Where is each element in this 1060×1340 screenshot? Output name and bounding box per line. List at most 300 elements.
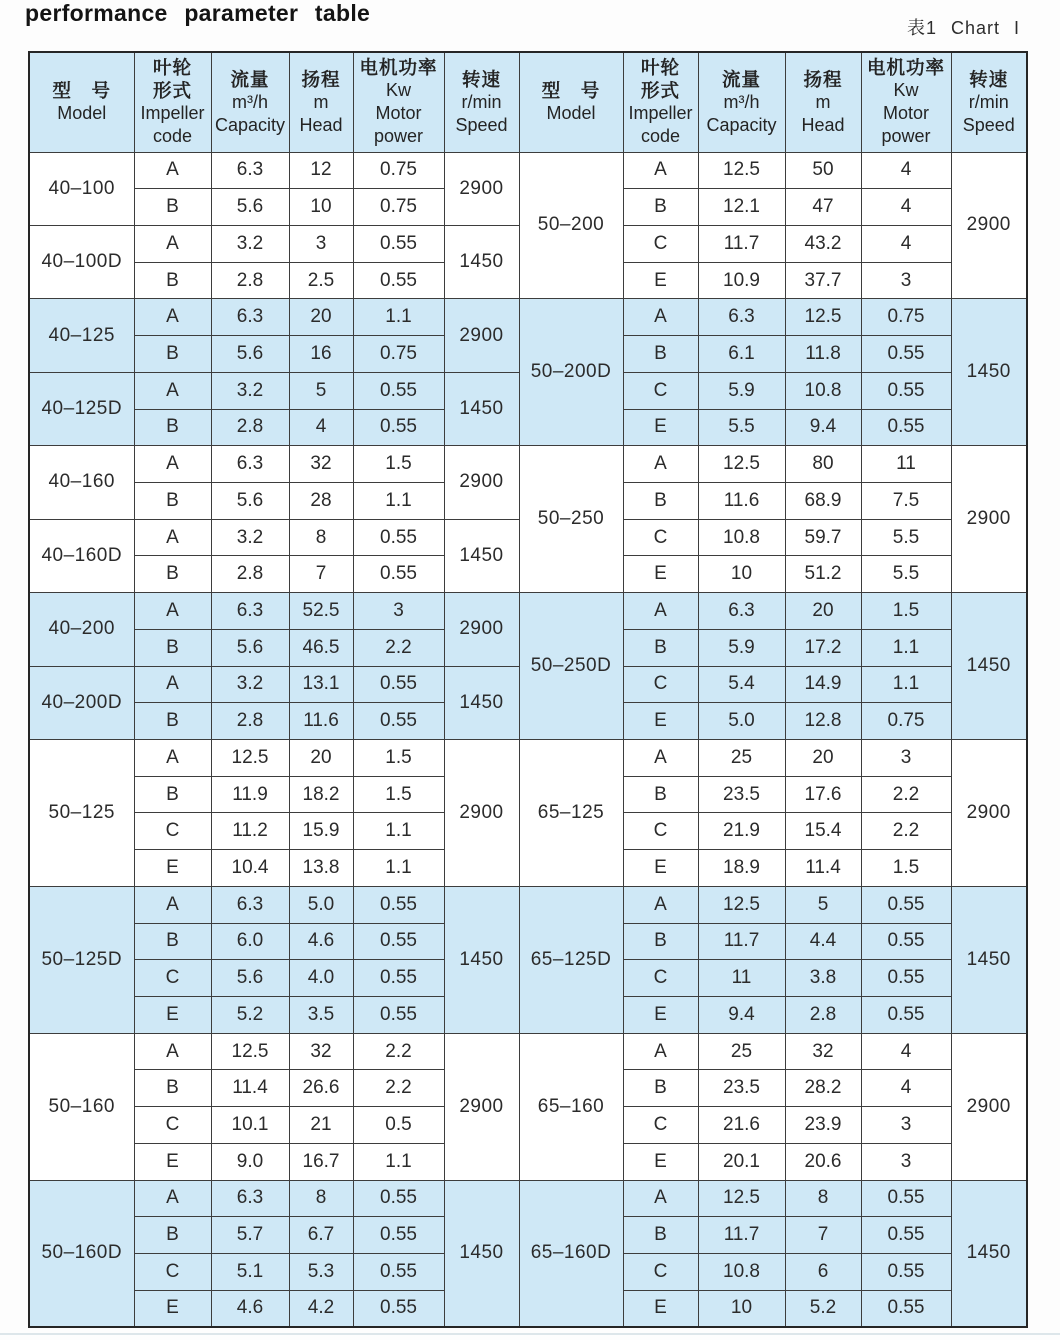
head-cell: 8: [785, 1180, 861, 1217]
speed-cell-right: 2900: [951, 1033, 1027, 1180]
header-capacity-unit: m³/h: [723, 91, 760, 112]
power-cell: 0.55: [861, 409, 951, 446]
capacity-cell: 5.5: [698, 409, 785, 446]
header-head-left: [289, 52, 353, 152]
power-cell: 0.55: [861, 997, 951, 1034]
power-cell: 3: [861, 262, 951, 299]
header-power-zh: 电机功率: [359, 57, 438, 79]
head-cell: 8: [289, 519, 353, 556]
header-capacity-en: Capacity: [706, 114, 777, 135]
table-row: [29, 299, 1027, 336]
head-cell: 12: [289, 152, 353, 189]
capacity-cell: 2.8: [211, 556, 289, 593]
capacity-cell: 12.5: [698, 152, 785, 189]
head-cell: 2.8: [785, 997, 861, 1034]
header-row: [29, 52, 1027, 152]
power-cell: 3: [353, 593, 444, 630]
speed-cell-right: 1450: [951, 593, 1027, 740]
capacity-cell: 5.4: [698, 666, 785, 703]
impeller-code-cell: A: [134, 740, 211, 777]
power-cell: 0.55: [353, 703, 444, 740]
impeller-code-cell: E: [623, 703, 698, 740]
impeller-code-cell: E: [623, 409, 698, 446]
power-cell: 0.55: [353, 409, 444, 446]
table-row: [29, 152, 1027, 189]
power-cell: 0.55: [353, 1217, 444, 1254]
table-row: [29, 446, 1027, 483]
impeller-code-cell: E: [623, 262, 698, 299]
impeller-code-cell: C: [623, 519, 698, 556]
power-cell: 0.55: [353, 1290, 444, 1327]
impeller-code-cell: C: [623, 372, 698, 409]
capacity-cell: 5.1: [211, 1254, 289, 1291]
power-cell: 0.75: [353, 189, 444, 226]
impeller-code-cell: B: [623, 629, 698, 666]
impeller-code-cell: B: [623, 1070, 698, 1107]
capacity-cell: 5.9: [698, 629, 785, 666]
power-cell: 0.55: [353, 519, 444, 556]
impeller-code-cell: E: [623, 997, 698, 1034]
speed-cell-right: 1450: [951, 886, 1027, 1033]
model-cell-right: 65–125: [519, 740, 623, 887]
performance-parameter-table: [28, 51, 1028, 1328]
capacity-cell: 6.3: [698, 593, 785, 630]
power-cell: 0.55: [353, 923, 444, 960]
power-cell: 0.55: [861, 886, 951, 923]
head-cell: 47: [785, 189, 861, 226]
head-cell: 6: [785, 1254, 861, 1291]
power-cell: 1.1: [353, 850, 444, 887]
head-cell: 20: [785, 740, 861, 777]
table-header: [29, 52, 1027, 152]
power-cell: 0.55: [861, 1290, 951, 1327]
power-cell: 1.1: [861, 629, 951, 666]
capacity-cell: 9.0: [211, 1143, 289, 1180]
capacity-cell: 12.5: [698, 1180, 785, 1217]
header-head-zh: 扬程: [301, 68, 341, 90]
head-cell: 10.8: [785, 372, 861, 409]
impeller-code-cell: B: [134, 629, 211, 666]
head-cell: 51.2: [785, 556, 861, 593]
power-cell: 7.5: [861, 482, 951, 519]
speed-cell-right: 2900: [951, 152, 1027, 299]
impeller-code-cell: A: [623, 593, 698, 630]
impeller-code-cell: A: [623, 446, 698, 483]
head-cell: 9.4: [785, 409, 861, 446]
table-row: [29, 740, 1027, 777]
capacity-cell: 5.7: [211, 1217, 289, 1254]
head-cell: 14.9: [785, 666, 861, 703]
header-impeller-zh1: 叶轮: [152, 57, 192, 79]
power-cell: 2.2: [353, 1033, 444, 1070]
head-cell: 3: [289, 225, 353, 262]
capacity-cell: 21.9: [698, 813, 785, 850]
capacity-cell: 5.6: [211, 629, 289, 666]
model-cell-left: 40–160: [29, 446, 134, 519]
speed-cell-left: 1450: [444, 519, 519, 592]
power-cell: 1.5: [861, 850, 951, 887]
capacity-cell: 10.8: [698, 519, 785, 556]
capacity-cell: 20.1: [698, 1143, 785, 1180]
head-cell: 17.6: [785, 776, 861, 813]
head-cell: 4.0: [289, 960, 353, 997]
header-power-right: [861, 52, 951, 152]
head-cell: 32: [785, 1033, 861, 1070]
capacity-cell: 10: [698, 1290, 785, 1327]
header-head-right: [785, 52, 861, 152]
header-model-zh: 型 号: [541, 80, 601, 102]
header-power-unit: Kw: [385, 80, 411, 101]
header-impeller-left: [134, 52, 211, 152]
header-head-en: Head: [801, 114, 845, 135]
head-cell: 5.2: [785, 1290, 861, 1327]
head-cell: 68.9: [785, 482, 861, 519]
impeller-code-cell: A: [623, 1033, 698, 1070]
impeller-code-cell: E: [134, 850, 211, 887]
head-cell: 26.6: [289, 1070, 353, 1107]
head-cell: 28.2: [785, 1070, 861, 1107]
power-cell: 0.55: [353, 666, 444, 703]
impeller-code-cell: C: [623, 960, 698, 997]
model-cell-left: 40–200D: [29, 666, 134, 739]
impeller-code-cell: E: [134, 1290, 211, 1327]
chart-number-label: 表1 Chart I: [906, 18, 1020, 38]
head-cell: 8: [289, 1180, 353, 1217]
capacity-cell: 2.8: [211, 409, 289, 446]
power-cell: 0.55: [861, 1217, 951, 1254]
head-cell: 13.8: [289, 850, 353, 887]
power-cell: 1.1: [353, 813, 444, 850]
impeller-code-cell: A: [134, 886, 211, 923]
impeller-code-cell: A: [623, 1180, 698, 1217]
capacity-cell: 2.8: [211, 262, 289, 299]
capacity-cell: 6.3: [698, 299, 785, 336]
impeller-code-cell: B: [134, 409, 211, 446]
head-cell: 5: [785, 886, 861, 923]
impeller-code-cell: B: [623, 189, 698, 226]
power-cell: 0.55: [861, 1180, 951, 1217]
capacity-cell: 10.4: [211, 850, 289, 887]
head-cell: 20.6: [785, 1143, 861, 1180]
impeller-code-cell: B: [134, 189, 211, 226]
table-body: [29, 152, 1027, 1327]
power-cell: 0.55: [353, 262, 444, 299]
power-cell: 0.55: [861, 336, 951, 373]
impeller-code-cell: B: [134, 923, 211, 960]
model-cell-right: 65–125D: [519, 886, 623, 1033]
power-cell: 0.75: [353, 336, 444, 373]
impeller-code-cell: A: [623, 740, 698, 777]
capacity-cell: 25: [698, 1033, 785, 1070]
table-row: [29, 1180, 1027, 1217]
speed-cell-right: 2900: [951, 446, 1027, 593]
header-impeller-zh2: 形式: [152, 80, 192, 102]
power-cell: 1.5: [353, 776, 444, 813]
header-speed-left: [444, 52, 519, 152]
table-row: [29, 1033, 1027, 1070]
header-capacity-left: [211, 52, 289, 152]
power-cell: 1.1: [353, 1143, 444, 1180]
head-cell: 11.6: [289, 703, 353, 740]
capacity-cell: 6.3: [211, 886, 289, 923]
power-cell: 11: [861, 446, 951, 483]
speed-cell-left: 1450: [444, 372, 519, 445]
head-cell: 10: [289, 189, 353, 226]
power-cell: 0.55: [353, 997, 444, 1034]
impeller-code-cell: A: [623, 299, 698, 336]
impeller-code-cell: E: [623, 556, 698, 593]
impeller-code-cell: B: [623, 923, 698, 960]
header-capacity-unit: m³/h: [232, 91, 268, 112]
impeller-code-cell: A: [134, 593, 211, 630]
header-power-en2: power: [881, 126, 931, 147]
model-cell-left: 50–125D: [29, 886, 134, 1033]
capacity-cell: 10.1: [211, 1107, 289, 1144]
capacity-cell: 5.2: [211, 997, 289, 1034]
header-power-unit: Kw: [893, 80, 919, 101]
head-cell: 3.5: [289, 997, 353, 1034]
impeller-code-cell: E: [623, 850, 698, 887]
header-model-right: [519, 52, 623, 152]
header-power-en1: Motor: [375, 103, 422, 124]
power-cell: 0.55: [353, 886, 444, 923]
impeller-code-cell: A: [134, 666, 211, 703]
header-impeller-zh2: 形式: [640, 80, 680, 102]
header-impeller-en1: Impeller: [140, 103, 205, 124]
header-impeller-en1: Impeller: [628, 103, 693, 124]
header-head-en: Head: [299, 114, 343, 135]
capacity-cell: 12.5: [698, 886, 785, 923]
power-cell: 1.1: [861, 666, 951, 703]
head-cell: 12.8: [785, 703, 861, 740]
head-cell: 20: [289, 740, 353, 777]
head-cell: 46.5: [289, 629, 353, 666]
head-cell: 5.3: [289, 1254, 353, 1291]
impeller-code-cell: A: [134, 225, 211, 262]
head-cell: 28: [289, 482, 353, 519]
impeller-code-cell: A: [134, 1033, 211, 1070]
model-cell-right: 65–160D: [519, 1180, 623, 1327]
header-power-en2: power: [373, 126, 424, 147]
power-cell: 0.55: [861, 960, 951, 997]
head-cell: 52.5: [289, 593, 353, 630]
head-cell: 7: [785, 1217, 861, 1254]
impeller-code-cell: E: [623, 1290, 698, 1327]
head-cell: 16.7: [289, 1143, 353, 1180]
impeller-code-cell: C: [623, 666, 698, 703]
capacity-cell: 4.6: [211, 1290, 289, 1327]
capacity-cell: 6.1: [698, 336, 785, 373]
header-model-left: [29, 52, 134, 152]
power-cell: 2.2: [861, 776, 951, 813]
speed-cell-left: 1450: [444, 886, 519, 1033]
speed-cell-right: 2900: [951, 740, 1027, 887]
capacity-cell: 12.1: [698, 189, 785, 226]
table-row: [29, 593, 1027, 630]
impeller-code-cell: C: [134, 813, 211, 850]
power-cell: 5.5: [861, 519, 951, 556]
speed-cell-left: 2900: [444, 593, 519, 666]
impeller-code-cell: E: [623, 1143, 698, 1180]
head-cell: 15.9: [289, 813, 353, 850]
header-speed-zh: 转速: [969, 68, 1009, 90]
head-cell: 15.4: [785, 813, 861, 850]
model-cell-left: 40–100: [29, 152, 134, 225]
impeller-code-cell: C: [623, 1107, 698, 1144]
model-cell-right: 50–200D: [519, 299, 623, 446]
capacity-cell: 21.6: [698, 1107, 785, 1144]
impeller-code-cell: C: [623, 813, 698, 850]
power-cell: 5.5: [861, 556, 951, 593]
power-cell: 0.55: [353, 1180, 444, 1217]
table-row: [29, 886, 1027, 923]
impeller-code-cell: B: [623, 1217, 698, 1254]
head-cell: 20: [289, 299, 353, 336]
capacity-cell: 12.5: [211, 1033, 289, 1070]
power-cell: 0.55: [353, 1254, 444, 1291]
model-cell-left: 50–160: [29, 1033, 134, 1180]
power-cell: 3: [861, 1107, 951, 1144]
capacity-cell: 11.2: [211, 813, 289, 850]
head-cell: 12.5: [785, 299, 861, 336]
model-cell-right: 50–200: [519, 152, 623, 299]
head-cell: 11.8: [785, 336, 861, 373]
impeller-code-cell: A: [134, 519, 211, 556]
power-cell: 1.5: [353, 446, 444, 483]
capacity-cell: 12.5: [211, 740, 289, 777]
power-cell: 0.75: [353, 152, 444, 189]
head-cell: 7: [289, 556, 353, 593]
impeller-code-cell: A: [134, 152, 211, 189]
capacity-cell: 18.9: [698, 850, 785, 887]
impeller-code-cell: B: [134, 1070, 211, 1107]
header-power-left: [353, 52, 444, 152]
capacity-cell: 11.7: [698, 1217, 785, 1254]
capacity-cell: 3.2: [211, 225, 289, 262]
header-impeller-zh1: 叶轮: [640, 57, 680, 79]
model-cell-right: 50–250: [519, 446, 623, 593]
model-cell-left: 40–100D: [29, 225, 134, 298]
impeller-code-cell: B: [134, 1217, 211, 1254]
head-cell: 3.8: [785, 960, 861, 997]
speed-cell-left: 2900: [444, 740, 519, 887]
head-cell: 4.6: [289, 923, 353, 960]
header-model-en: Model: [546, 103, 596, 124]
capacity-cell: 6.3: [211, 299, 289, 336]
head-cell: 23.9: [785, 1107, 861, 1144]
power-cell: 2.2: [861, 813, 951, 850]
head-cell: 32: [289, 1033, 353, 1070]
capacity-cell: 11.6: [698, 482, 785, 519]
capacity-cell: 5.9: [698, 372, 785, 409]
power-cell: 4: [861, 189, 951, 226]
capacity-cell: 5.6: [211, 189, 289, 226]
power-cell: 4: [861, 225, 951, 262]
impeller-code-cell: C: [134, 960, 211, 997]
head-cell: 5.0: [289, 886, 353, 923]
impeller-code-cell: B: [134, 336, 211, 373]
model-cell-left: 40–200: [29, 593, 134, 666]
speed-cell-right: 1450: [951, 1180, 1027, 1327]
capacity-cell: 12.5: [698, 446, 785, 483]
capacity-cell: 23.5: [698, 1070, 785, 1107]
header-capacity-right: [698, 52, 785, 152]
header-speed-en: Speed: [962, 114, 1015, 135]
header-head-unit: m: [815, 91, 831, 112]
head-cell: 4.2: [289, 1290, 353, 1327]
head-cell: 32: [289, 446, 353, 483]
capacity-cell: 6.3: [211, 152, 289, 189]
speed-cell-right: 1450: [951, 299, 1027, 446]
head-cell: 80: [785, 446, 861, 483]
power-cell: 2.2: [353, 629, 444, 666]
power-cell: 0.55: [353, 556, 444, 593]
impeller-code-cell: E: [134, 1143, 211, 1180]
model-cell-left: 40–125D: [29, 372, 134, 445]
header-impeller-en2: code: [640, 126, 681, 147]
power-cell: 0.5: [353, 1107, 444, 1144]
power-cell: 4: [861, 1070, 951, 1107]
impeller-code-cell: B: [134, 482, 211, 519]
capacity-cell: 11: [698, 960, 785, 997]
power-cell: 0.55: [861, 1254, 951, 1291]
head-cell: 59.7: [785, 519, 861, 556]
header-model-zh: 型 号: [52, 80, 111, 102]
impeller-code-cell: B: [623, 336, 698, 373]
power-cell: 0.75: [861, 703, 951, 740]
power-cell: 3: [861, 740, 951, 777]
header-impeller-right: [623, 52, 698, 152]
power-cell: 0.55: [353, 372, 444, 409]
impeller-code-cell: A: [623, 886, 698, 923]
impeller-code-cell: C: [623, 225, 698, 262]
speed-cell-left: 2900: [444, 299, 519, 372]
header-capacity-zh: 流量: [230, 68, 270, 90]
head-cell: 37.7: [785, 262, 861, 299]
power-cell: 2.2: [353, 1070, 444, 1107]
power-cell: 4: [861, 1033, 951, 1070]
header-speed-unit: r/min: [461, 91, 502, 112]
impeller-code-cell: B: [623, 482, 698, 519]
power-cell: 0.55: [353, 960, 444, 997]
capacity-cell: 5.6: [211, 336, 289, 373]
header-impeller-en2: code: [152, 126, 193, 147]
model-cell-right: 50–250D: [519, 593, 623, 740]
capacity-cell: 9.4: [698, 997, 785, 1034]
head-cell: 11.4: [785, 850, 861, 887]
head-cell: 43.2: [785, 225, 861, 262]
capacity-cell: 6.3: [211, 593, 289, 630]
power-cell: 0.75: [861, 299, 951, 336]
capacity-cell: 11.4: [211, 1070, 289, 1107]
power-cell: 3: [861, 1143, 951, 1180]
header-model-en: Model: [57, 103, 107, 124]
impeller-code-cell: A: [134, 446, 211, 483]
header-head-zh: 扬程: [803, 68, 843, 90]
impeller-code-cell: A: [134, 1180, 211, 1217]
power-cell: 1.5: [861, 593, 951, 630]
speed-cell-left: 1450: [444, 666, 519, 739]
speed-cell-left: 2900: [444, 152, 519, 225]
model-cell-left: 50–160D: [29, 1180, 134, 1327]
impeller-code-cell: C: [623, 1254, 698, 1291]
head-cell: 2.5: [289, 262, 353, 299]
head-cell: 20: [785, 593, 861, 630]
speed-cell-left: 1450: [444, 225, 519, 298]
head-cell: 13.1: [289, 666, 353, 703]
power-cell: 0.55: [861, 372, 951, 409]
impeller-code-cell: C: [134, 1107, 211, 1144]
